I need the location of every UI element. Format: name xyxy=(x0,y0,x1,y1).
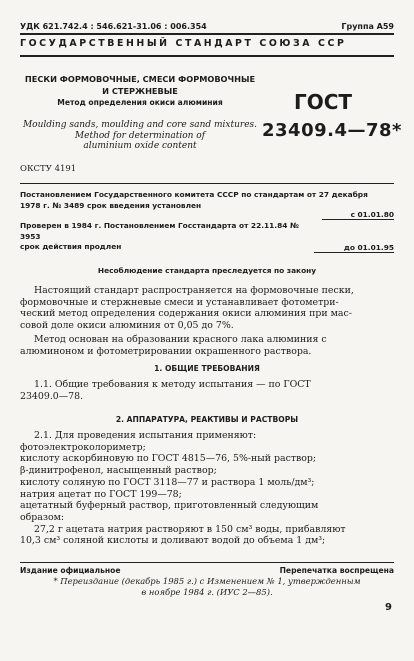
note-line: * Переиздание (декабрь 1985 г.) с Изменением № 1, утвержденным xyxy=(53,576,361,586)
check-line-2: срок действия продлен xyxy=(20,242,122,251)
check-line-1: Проверен в 1984 г. Постановлением Госстандарта от 22.11.84 № 3953 xyxy=(20,221,299,241)
section-line: β-динитрофенол, насыщенный раствор; xyxy=(20,465,217,477)
section-1-text xyxy=(20,379,394,402)
page-number: 9 xyxy=(385,602,392,613)
section-line: 23409.0—78. xyxy=(20,390,84,402)
intro-paragraph-2 xyxy=(20,334,394,357)
edition-label: Издание официальное xyxy=(20,566,121,575)
decree-line-1: Постановлением Государственного комитета СССР по стандартам от 27 декабря xyxy=(20,190,368,199)
expiry-date-underline xyxy=(314,252,394,253)
section-line: образом: xyxy=(20,511,65,523)
decree-text xyxy=(20,190,394,211)
section-2-heading: 2. АППАРАТУРА, РЕАКТИВЫ И РАСТВОРЫ xyxy=(115,415,299,424)
section-1-heading: 1. ОБЩИЕ ТРЕБОВАНИЯ xyxy=(154,364,260,373)
section-2-text xyxy=(20,430,394,547)
okstu-code: ОКСТУ 4191 xyxy=(20,164,77,174)
reissue-note xyxy=(20,576,394,598)
effective-date-underline xyxy=(322,219,394,220)
section-line: 10,3 см³ соляной кислоты и доливают водой до объема 1 дм³; xyxy=(20,535,326,547)
section-line: ацетатный буферный раствор, приготовленный следующим xyxy=(20,500,319,512)
decree-line-2: 1978 г. № 3489 срок введения установлен xyxy=(20,200,202,210)
gost-label: ГОСТ xyxy=(294,90,353,114)
check-text xyxy=(20,221,320,253)
title-en-line-2: Method for determination of xyxy=(74,130,206,141)
footer-rule xyxy=(20,562,394,563)
section-line: 2.1. Для проведения испытания применяют: xyxy=(34,430,257,441)
intro-line: Настоящий стандарт распространяется на формовочные пески, xyxy=(34,285,354,296)
section-line: 1.1. Общие требования к методу испытания — по ГОСТ xyxy=(34,379,311,390)
title-en-line-1: Moulding sands, moulding and core sand mixtures. xyxy=(22,120,258,130)
section-line: кислоту аскорбиновую по ГОСТ 4815—76, 5%-ный раствор; xyxy=(20,453,317,465)
organization-title: ГОСУДАРСТВЕННЫЙ СТАНДАРТ СОЮЗА ССР xyxy=(20,38,347,49)
section-line: кислоту соляную по ГОСТ 3118—77 и раствора 1 моль/дм³; xyxy=(20,476,315,488)
standard-title-en xyxy=(20,120,260,152)
intro-paragraph-1 xyxy=(20,285,394,332)
intro-line: Метод основан на образовании красного лака алюминия с xyxy=(34,334,327,345)
title-ru-line-2: И СТЕРЖНЕВЫЕ xyxy=(102,86,178,96)
okstu-rule xyxy=(20,183,394,184)
expiry-date: до 01.01.95 xyxy=(343,243,394,252)
intro-line: алюминоном и фотометрировании окрашенного раствора. xyxy=(20,345,312,357)
intro-line: формовочные и стержневые смеси и устанавливает фотометри- xyxy=(20,296,339,308)
reprint-label: Перепечатка воспрещена xyxy=(279,566,394,575)
section-line: фотоэлектроколориметр; xyxy=(20,441,146,453)
effective-date: с 01.01.80 xyxy=(350,210,394,219)
method-title-ru: Метод определения окиси алюминия xyxy=(57,98,223,107)
standard-title-ru xyxy=(20,73,260,97)
section-line: 27,2 г ацетата натрия растворяют в 150 см³ воды, прибавляют xyxy=(34,523,346,535)
title-ru-line-1: ПЕСКИ ФОРМОВОЧНЫЕ, СМЕСИ ФОРМОВОЧНЫЕ xyxy=(24,74,256,84)
org-rule xyxy=(20,55,394,57)
top-rule xyxy=(20,33,394,35)
title-en-line-3: aluminium oxide content xyxy=(83,141,197,151)
gost-number: 23409.4—78* xyxy=(262,120,402,141)
intro-line: ческий метод определения содержания окиси алюминия при мас- xyxy=(20,308,352,320)
intro-line: совой доле окиси алюминия от 0,05 до 7%. xyxy=(20,320,234,332)
udk-code: УДК 621.742.4 : 546.621-31.06 : 006.354 xyxy=(20,22,207,31)
note-line: в ноябре 1984 г. (ИУС 2—85). xyxy=(141,587,273,597)
section-line: натрия ацетат по ГОСТ 199—78; xyxy=(20,488,182,500)
group-code: Группа А59 xyxy=(341,22,394,31)
legal-notice: Несоблюдение стандарта преследуется по закону xyxy=(97,266,317,275)
